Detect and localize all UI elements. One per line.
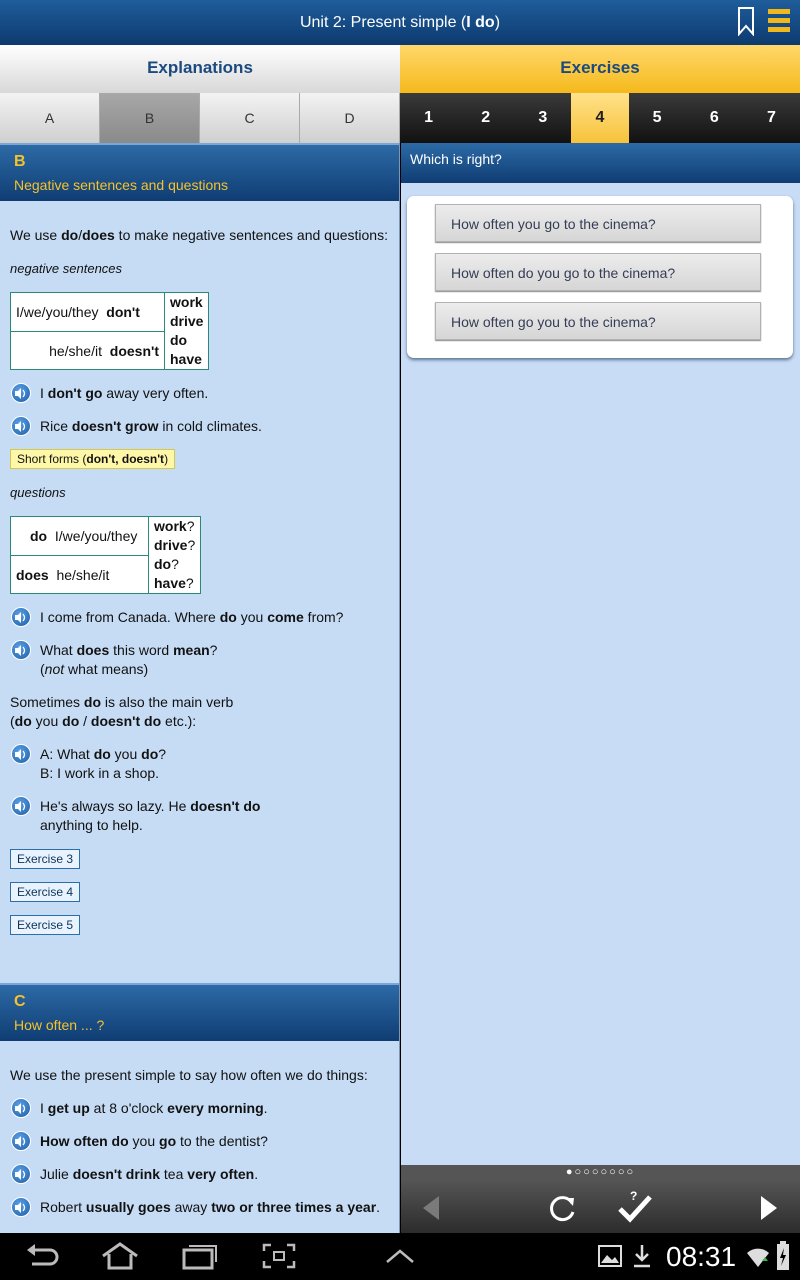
download-icon bbox=[632, 1244, 652, 1273]
home-icon[interactable] bbox=[100, 1242, 140, 1275]
exercise-tab-4[interactable]: 4 bbox=[571, 93, 628, 143]
page-dot: ○ bbox=[591, 1166, 601, 1178]
screenshot-icon[interactable] bbox=[262, 1243, 296, 1274]
main-verb-text: Sometimes do is also the main verb bbox=[10, 694, 234, 710]
chevron-up-icon[interactable] bbox=[385, 1248, 415, 1269]
example-sentence: What does this word mean? bbox=[40, 642, 218, 658]
speaker-icon[interactable] bbox=[11, 383, 31, 403]
example-sentence: Rice doesn't grow in cold climates. bbox=[40, 418, 262, 434]
exercise-prompt: Which is right? bbox=[401, 143, 800, 183]
options-card bbox=[407, 196, 793, 358]
page-dot: ○ bbox=[617, 1166, 627, 1178]
previous-icon[interactable] bbox=[421, 1195, 441, 1226]
main-verb-text: (do you do / doesn't do etc.): bbox=[10, 713, 197, 729]
example-sentence: I don't go away very often. bbox=[40, 385, 209, 401]
section-letter: B bbox=[14, 153, 26, 170]
section-header-c bbox=[0, 983, 400, 1041]
page-indicator bbox=[401, 1165, 800, 1180]
primary-tabs bbox=[0, 45, 800, 93]
section-tabs bbox=[0, 93, 400, 143]
page-dot: ○ bbox=[583, 1166, 592, 1178]
svg-text:?: ? bbox=[630, 1189, 638, 1203]
speaker-icon[interactable] bbox=[11, 607, 31, 627]
check-answer-icon[interactable] bbox=[617, 1189, 653, 1228]
speaker-icon[interactable] bbox=[11, 796, 31, 816]
next-icon[interactable] bbox=[759, 1195, 779, 1226]
page-dot: ○ bbox=[609, 1166, 618, 1178]
system-navigation-bar bbox=[0, 1233, 800, 1280]
speaker-icon[interactable] bbox=[11, 1098, 31, 1118]
neg-label: negative sentences bbox=[10, 261, 123, 276]
bookmark-icon[interactable] bbox=[738, 7, 754, 36]
speaker-icon[interactable] bbox=[11, 1197, 31, 1217]
speaker-icon[interactable] bbox=[11, 640, 31, 660]
page-dot: ○ bbox=[626, 1166, 636, 1178]
example-sentence: I come from Canada. Where do you come from? bbox=[40, 609, 344, 625]
intro-text: We use the present simple to say how often we do things: bbox=[10, 1067, 368, 1083]
example-sentence: He's always so lazy. He doesn't do bbox=[40, 798, 261, 814]
exercise-4-link[interactable]: Exercise 4 bbox=[10, 882, 80, 902]
exercise-5-link[interactable]: Exercise 5 bbox=[10, 915, 80, 935]
title-bar bbox=[0, 0, 800, 45]
wifi-icon bbox=[746, 1243, 770, 1274]
recent-apps-icon[interactable] bbox=[181, 1242, 219, 1275]
page-dot: ○ bbox=[574, 1166, 584, 1178]
section-tab-b[interactable]: B bbox=[100, 93, 200, 143]
explanation-panel[interactable] bbox=[0, 143, 400, 1233]
exercise-tab-3[interactable]: 3 bbox=[538, 109, 548, 126]
questions-table: do I/we/you/they work? drive? do? have? does he/she/it bbox=[10, 516, 201, 594]
example-sentence: anything to help. bbox=[40, 817, 143, 833]
speaker-icon[interactable] bbox=[11, 1131, 31, 1151]
tab-exercises[interactable]: Exercises bbox=[400, 45, 800, 93]
exercise-tab-5[interactable]: 5 bbox=[652, 109, 662, 126]
section-tab-c[interactable]: C bbox=[200, 93, 300, 143]
exercise-3-link[interactable]: Exercise 3 bbox=[10, 849, 80, 869]
menu-icon[interactable] bbox=[768, 9, 790, 36]
example-sentence: A: What do you do? bbox=[40, 746, 167, 762]
example-sentence: I get up at 8 o'clock every morning. bbox=[40, 1100, 268, 1116]
retry-icon[interactable] bbox=[547, 1194, 577, 1229]
exercise-panel bbox=[401, 143, 800, 1165]
example-sentence: Robert usually goes away two or three times a year. bbox=[40, 1199, 381, 1215]
negative-table: I/we/you/they don't work drive do have he/she/it doesn't bbox=[10, 292, 209, 370]
page-dot: ○ bbox=[600, 1166, 610, 1178]
tab-explanations[interactable]: Explanations bbox=[0, 45, 400, 93]
back-icon[interactable] bbox=[24, 1244, 60, 1275]
section-title: Negative sentences and questions bbox=[14, 177, 229, 193]
speaker-icon[interactable] bbox=[11, 416, 31, 436]
questions-label: questions bbox=[10, 485, 66, 500]
page-title: Unit 2: Present simple (I do) bbox=[299, 14, 501, 31]
answer-option[interactable]: How often go you to the cinema? bbox=[435, 302, 761, 340]
intro-text: We use do/does to make negative sentences and questions: bbox=[10, 227, 388, 243]
section-header-b bbox=[0, 143, 400, 201]
example-sentence: B: I work in a shop. bbox=[40, 765, 160, 781]
section-letter: C bbox=[14, 993, 26, 1010]
answer-option[interactable]: How often you go to the cinema? bbox=[435, 204, 761, 242]
exercise-controls bbox=[401, 1180, 800, 1233]
exercise-tab-1[interactable]: 1 bbox=[424, 109, 434, 126]
exercise-tab-2[interactable]: 2 bbox=[481, 109, 491, 126]
example-note: (not what means) bbox=[40, 661, 149, 677]
page-dot-active: ● bbox=[565, 1166, 575, 1178]
answer-option[interactable]: How often do you go to the cinema? bbox=[435, 253, 761, 291]
section-title: How often ... ? bbox=[14, 1017, 105, 1033]
example-sentence: How often do you go to the dentist? bbox=[40, 1133, 268, 1149]
exercise-tab-7[interactable]: 7 bbox=[766, 109, 776, 126]
section-tab-d[interactable]: D bbox=[300, 93, 400, 143]
short-forms-button[interactable]: Short forms (don't, doesn't) bbox=[10, 449, 175, 469]
speaker-icon[interactable] bbox=[11, 1164, 31, 1184]
exercise-tab-6[interactable]: 6 bbox=[709, 109, 719, 126]
example-sentence: Julie doesn't drink tea very often. bbox=[40, 1166, 259, 1182]
battery-icon bbox=[776, 1241, 790, 1276]
gallery-icon bbox=[598, 1245, 622, 1272]
section-tab-a[interactable]: A bbox=[0, 93, 100, 143]
exercise-tabs bbox=[400, 93, 800, 143]
status-clock: 08:31 bbox=[666, 1241, 737, 1272]
speaker-icon[interactable] bbox=[11, 744, 31, 764]
